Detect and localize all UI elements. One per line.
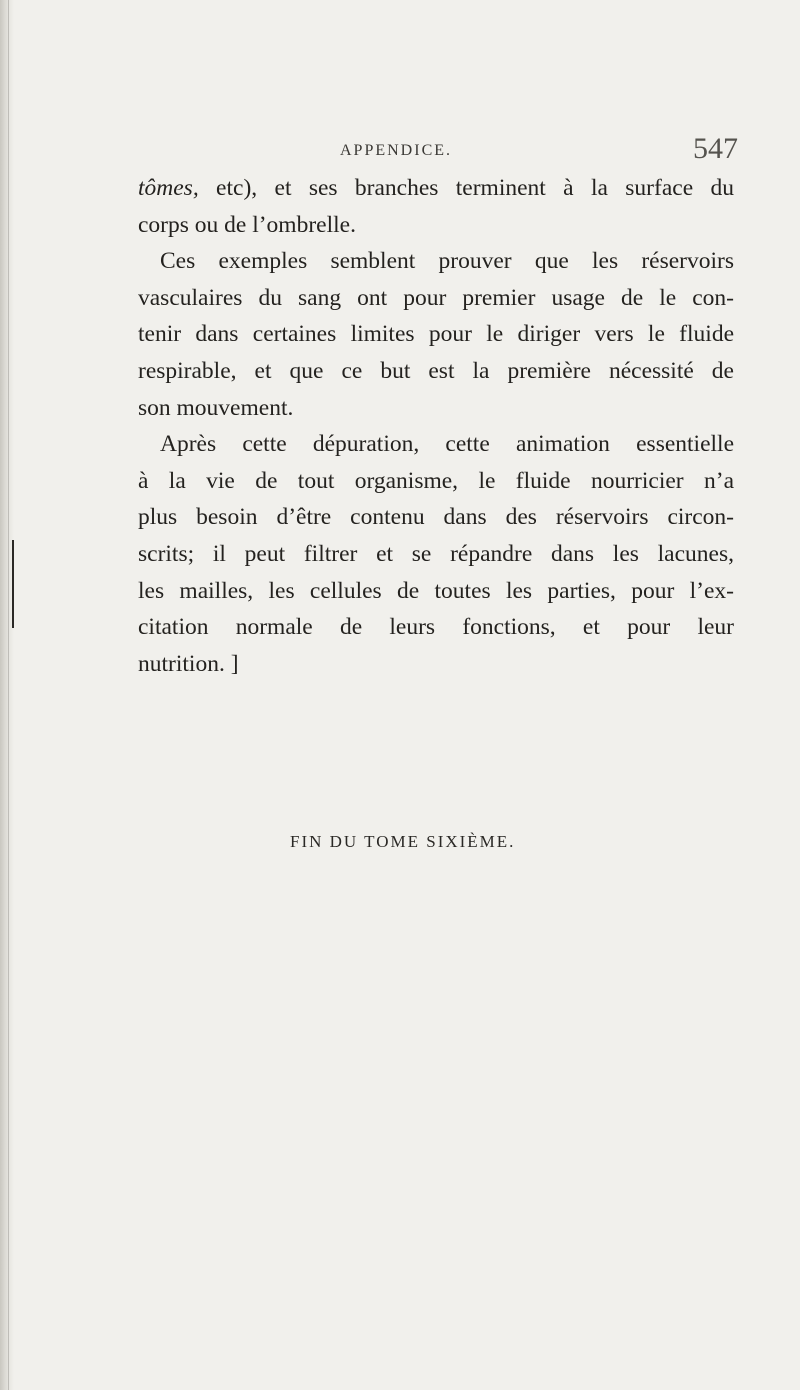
- page-number: 547: [693, 132, 738, 165]
- text-line: citation normale de leurs fonctions, et pour leur: [138, 614, 734, 641]
- text-line: corps ou de l’ombrelle.: [138, 211, 356, 238]
- binding-edge: [0, 0, 14, 1390]
- text-line: tenir dans certaines limites pour le diriger vers le fluide: [138, 321, 734, 348]
- text-line: [138, 170, 734, 207]
- binding-edge-mark: [12, 540, 14, 628]
- text-line: Après cette dépuration, cette animation essentielle: [160, 431, 734, 458]
- text-line: les mailles, les cellules de toutes les parties, pour l’ex-: [138, 577, 734, 604]
- text-line: son mouvement.: [138, 394, 294, 421]
- running-head-title: APPENDICE.: [340, 142, 453, 159]
- text-line: nutrition. ]: [138, 650, 239, 677]
- text-line: à la vie de tout organisme, le fluide nourricier n’a: [138, 467, 734, 494]
- text-line: respirable, et que ce but est la première nécessité de: [138, 357, 734, 384]
- running-head: [138, 132, 738, 170]
- text-line: plus besoin d’être contenu dans des réservoirs circon-: [138, 504, 734, 531]
- body-text: [138, 170, 734, 682]
- text-line-rest: etc), et ses branches terminent à la surface du: [198, 175, 734, 201]
- binding-edge-line: [8, 0, 9, 1390]
- text-line: Ces exemples semblent prouver que les réservoirs: [160, 248, 734, 275]
- text-line: scrits; il peut filtrer et se répandre dans les lacunes,: [138, 540, 734, 567]
- colophon: FIN DU TOME SIXIÈME.: [290, 832, 516, 851]
- text-line-italic: tômes,: [138, 175, 199, 201]
- text-line: vasculaires du sang ont pour premier usage de le con-: [138, 284, 734, 311]
